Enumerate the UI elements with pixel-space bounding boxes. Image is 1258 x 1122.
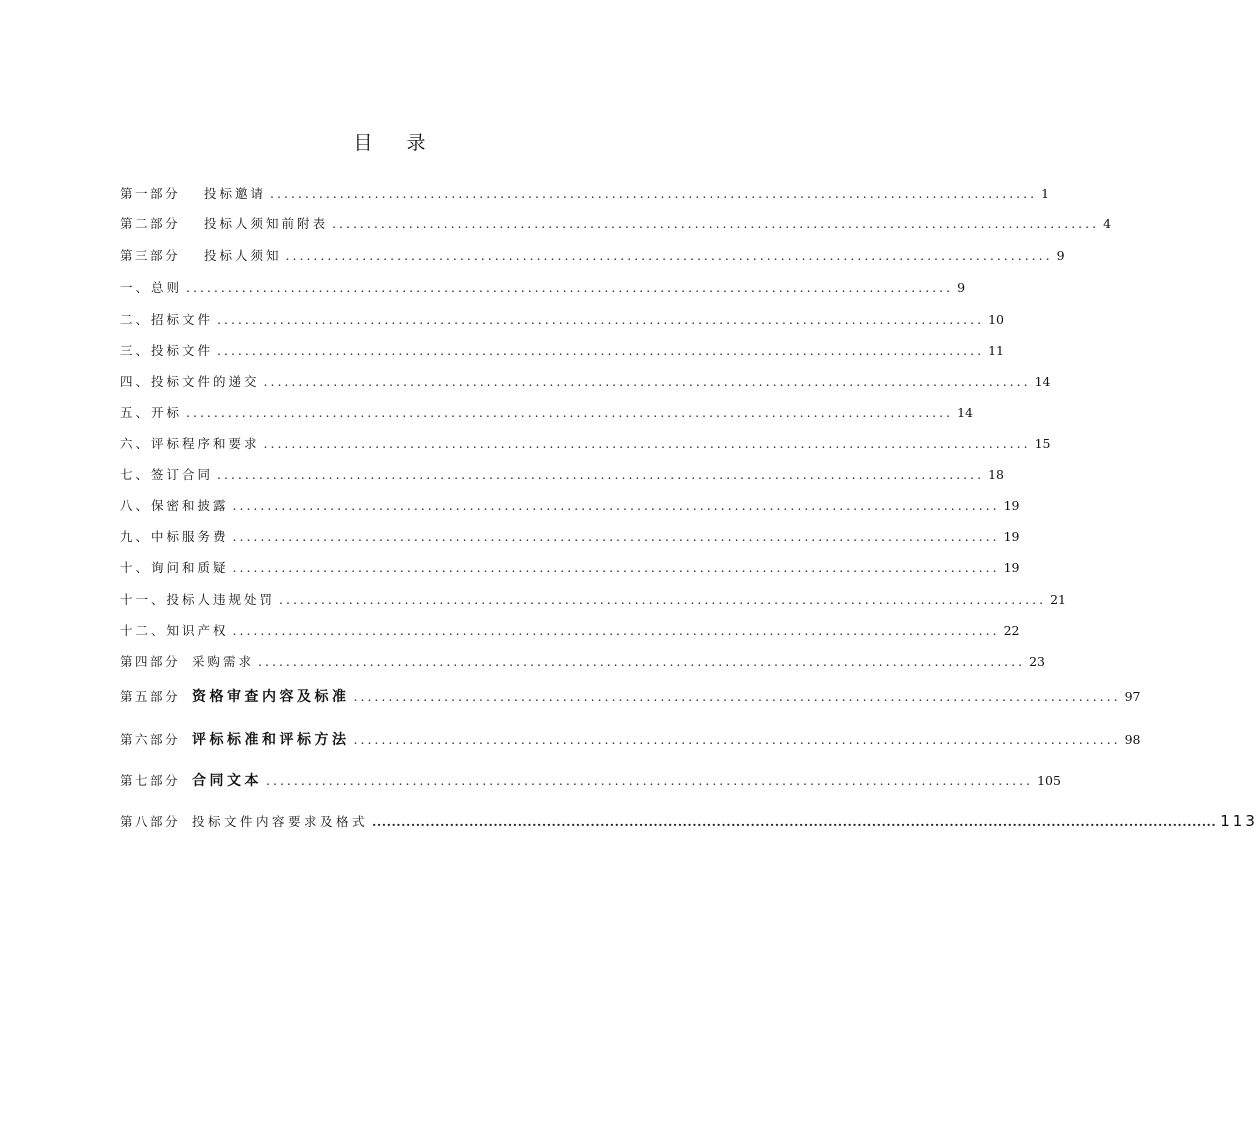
- toc-dot-leader: ..............................................................................................................: [232, 560, 1000, 575]
- toc-entry-page: 19: [1003, 529, 1020, 544]
- toc-entry[interactable]: [120, 310, 1004, 328]
- toc-entry[interactable]: [120, 214, 1112, 232]
- toc-entry[interactable]: [120, 652, 1046, 670]
- toc-dot-leader: ..............................................................................................................: [232, 529, 1000, 544]
- toc-entry-label: [120, 341, 213, 359]
- toc-entry[interactable]: [120, 403, 973, 421]
- toc-entry-label: [120, 246, 282, 264]
- toc-dot-leader: ..............................................................................................................................................................................: [372, 814, 1217, 829]
- toc-entry-page: 105: [1037, 773, 1061, 788]
- toc-entry-page: 19: [1003, 560, 1020, 575]
- toc-dot-leader: ..............................................................................................................: [263, 374, 1031, 389]
- toc-entry-page: 98: [1124, 732, 1141, 747]
- toc-entry[interactable]: [120, 246, 1065, 264]
- toc-entry[interactable]: [120, 812, 1258, 830]
- toc-entry-label: [120, 372, 260, 390]
- toc-entry-name: 投标人须知: [204, 248, 282, 263]
- toc-entry-page: 10: [988, 312, 1004, 327]
- toc-entry-name: 六、评标程序和要求: [120, 436, 260, 451]
- toc-dot-leader: ..............................................................................................................: [232, 623, 1000, 638]
- toc-dot-leader: ..............................................................................................................: [332, 216, 1100, 231]
- toc-dot-leader: ..............................................................................................................: [232, 498, 1000, 513]
- toc-entry-name: 十二、知识产权: [120, 623, 229, 638]
- toc-entry-page: 15: [1034, 436, 1051, 451]
- toc-entry-label: [120, 278, 182, 296]
- toc-entry-label: [120, 729, 350, 749]
- toc-entry-name: 十一、投标人违规处罚: [120, 592, 276, 607]
- toc-entry-label: [120, 686, 350, 706]
- toc-dot-leader: ..............................................................................................................: [186, 405, 954, 420]
- toc-entry-label: [120, 465, 213, 483]
- toc-entry-part: 第七部分: [120, 773, 181, 788]
- toc-entry-name: 四、投标文件的递交: [120, 374, 260, 389]
- toc-entry-label: [120, 621, 229, 639]
- toc-entry-page: 97: [1124, 689, 1141, 704]
- toc-entry[interactable]: [120, 496, 1020, 514]
- toc-dot-leader: ..............................................................................................................: [353, 732, 1121, 747]
- toc-entry-name: 九、中标服务费: [120, 529, 229, 544]
- toc-dot-leader: ..............................................................................................................: [263, 436, 1031, 451]
- toc-entry-label: [120, 812, 368, 830]
- toc-entry-name: 一、总则: [120, 280, 183, 295]
- toc-dot-leader: ..............................................................................................................: [266, 773, 1034, 788]
- toc-entry-page: 21: [1050, 592, 1066, 607]
- toc-entry-label: [120, 652, 254, 670]
- toc-entry-label: [120, 214, 328, 232]
- toc-entry[interactable]: [120, 729, 1141, 749]
- toc-entry-label: [120, 403, 182, 421]
- toc-dot-leader: ..............................................................................................................: [217, 343, 985, 358]
- toc-entry-label: [120, 558, 229, 576]
- toc-entry[interactable]: [120, 465, 1004, 483]
- toc-entry-part: 第八部分: [120, 814, 181, 829]
- toc-entry-name: 投标人须知前附表: [204, 216, 329, 231]
- toc-dot-leader: ..............................................................................................................: [258, 654, 1026, 669]
- toc-entry-page: 14: [1034, 374, 1051, 389]
- toc-entry-name: 采购需求: [192, 654, 255, 669]
- toc-entry[interactable]: [120, 278, 966, 296]
- toc-entry-label: [120, 590, 275, 608]
- toc-entry-page: 113: [1220, 812, 1258, 830]
- toc-entry-name: 三、投标文件: [120, 343, 214, 358]
- toc-entry-part: 第四部分: [120, 654, 181, 669]
- toc-entry-name: 评标标准和评标方法: [192, 732, 350, 748]
- toc-entry[interactable]: [120, 770, 1061, 790]
- toc-entry-page: 23: [1029, 654, 1046, 669]
- toc-entry-name: 七、签订合同: [120, 467, 214, 482]
- toc-entry-page: 4: [1103, 216, 1112, 231]
- toc-entry-label: [120, 434, 260, 452]
- toc-entry-page: 19: [1003, 498, 1020, 513]
- toc-entry[interactable]: [120, 558, 1020, 576]
- toc-entry-name: 投标文件内容要求及格式: [192, 814, 369, 829]
- toc-dot-leader: ..............................................................................................................: [217, 312, 985, 327]
- toc-entry-name: 合同文本: [192, 773, 263, 789]
- toc-entry-part: 第一部分: [120, 186, 181, 201]
- toc-entry-page: 9: [1056, 248, 1065, 263]
- toc-entry-page: 9: [957, 280, 966, 295]
- toc-entry-label: [120, 184, 266, 202]
- toc-entry-label: [120, 310, 213, 328]
- toc-dot-leader: ..............................................................................................................: [353, 689, 1121, 704]
- toc-entry-name: 八、保密和披露: [120, 498, 229, 513]
- toc-entry-label: [120, 496, 229, 514]
- toc-entry[interactable]: [120, 341, 1004, 359]
- toc-entry-page: 22: [1003, 623, 1020, 638]
- toc-entry-name: 投标邀请: [204, 186, 267, 201]
- toc-dot-leader: ..............................................................................................................: [285, 248, 1053, 263]
- toc-entry-part: 第六部分: [120, 732, 181, 747]
- toc-entry-part: 第二部分: [120, 216, 181, 231]
- toc-entry-page: 14: [957, 405, 973, 420]
- toc-entry[interactable]: [120, 527, 1020, 545]
- toc-entry[interactable]: [120, 372, 1051, 390]
- toc-entry-name: 二、招标文件: [120, 312, 214, 327]
- toc-entry-part: 第五部分: [120, 689, 181, 704]
- toc-entry[interactable]: [120, 686, 1141, 706]
- toc-entry-page: 11: [988, 343, 1004, 358]
- toc-dot-leader: ..............................................................................................................: [186, 280, 954, 295]
- toc-dot-leader: ..............................................................................................................: [270, 186, 1038, 201]
- toc-entry[interactable]: [120, 621, 1020, 639]
- toc-entry[interactable]: [120, 434, 1051, 452]
- toc-entry-label: [120, 770, 262, 790]
- toc-entry-name: 十、询问和质疑: [120, 560, 229, 575]
- toc-entry[interactable]: [120, 590, 1066, 608]
- toc-entry-part: 第三部分: [120, 248, 181, 263]
- toc-dot-leader: ..............................................................................................................: [217, 467, 985, 482]
- toc-title: 目 录: [353, 132, 440, 154]
- toc-entry-page: 18: [988, 467, 1004, 482]
- toc-entry-name: 五、开标: [120, 405, 183, 420]
- toc-entry-label: [120, 527, 229, 545]
- toc-entry-name: 资格审查内容及标准: [192, 689, 350, 705]
- toc-entry-page: 1: [1041, 186, 1050, 201]
- toc-entry[interactable]: [120, 184, 1050, 202]
- toc-dot-leader: ..............................................................................................................: [279, 592, 1047, 607]
